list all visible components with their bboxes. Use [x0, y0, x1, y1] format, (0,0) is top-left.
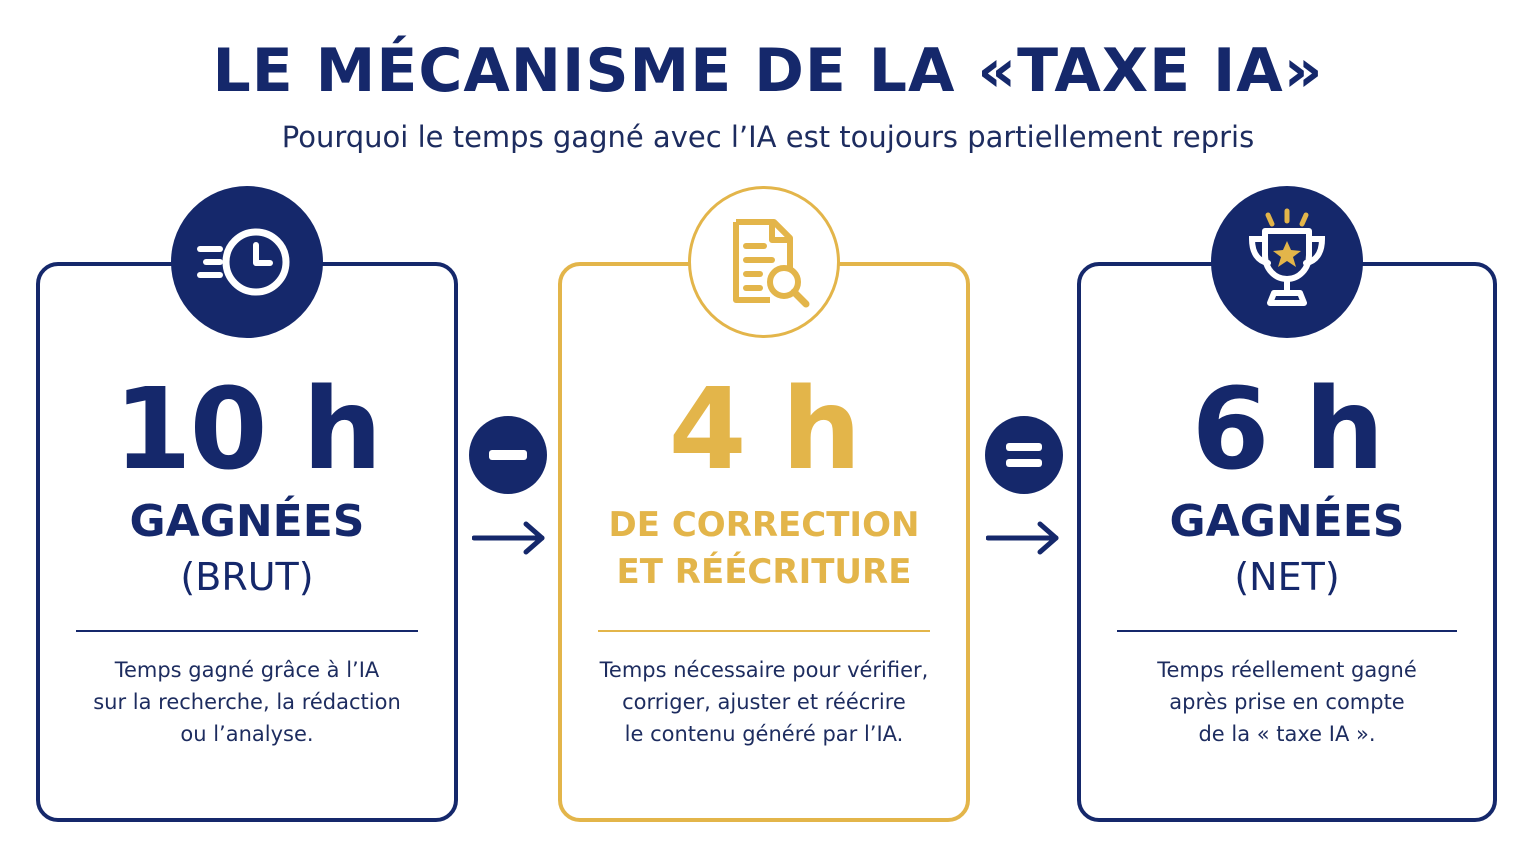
- minus-icon: [469, 416, 547, 494]
- description-line: ou l’analyse.: [180, 722, 314, 746]
- card-net-time: [1077, 262, 1497, 822]
- gross-label: GAGNÉES: [129, 496, 365, 547]
- page-subtitle: Pourquoi le temps gagné avec l’IA est toujours partiellement repris: [281, 120, 1255, 154]
- document-search-icon: [688, 186, 840, 338]
- equals-icon: [985, 416, 1063, 494]
- description-line: Temps nécessaire pour vérifier,: [599, 658, 929, 682]
- page-title: LE MÉCANISME DE LA «TAXE IA»: [212, 36, 1324, 106]
- net-hours-value: 6 h: [1191, 365, 1383, 495]
- description-line: le contenu généré par l’IA.: [624, 722, 904, 746]
- divider: [1117, 630, 1457, 632]
- net-description: [1101, 654, 1473, 750]
- description-line: Temps gagné grâce à l’IA: [114, 658, 380, 682]
- gross-sublabel: (BRUT): [180, 555, 314, 599]
- description-line: corriger, ajuster et réécrire: [622, 690, 906, 714]
- fast-clock-icon: [171, 186, 323, 338]
- correction-label-line-1: DE CORRECTION: [608, 505, 920, 545]
- net-label: GAGNÉES: [1169, 496, 1405, 547]
- card-gross-time: [36, 262, 458, 822]
- gross-description: [60, 654, 434, 750]
- description-line: Temps réellement gagné: [1157, 658, 1417, 682]
- description-line: de la « taxe IA ».: [1198, 722, 1376, 746]
- divider: [76, 630, 418, 632]
- divider: [598, 630, 930, 632]
- gross-hours-value: 10 h: [113, 365, 381, 495]
- correction-description: [582, 654, 946, 750]
- correction-hours-value: 4 h: [668, 365, 860, 495]
- correction-label-line-2: ET RÉÉCRITURE: [616, 552, 912, 592]
- arrow-right-icon: [472, 520, 548, 556]
- description-line: après prise en compte: [1169, 690, 1405, 714]
- card-correction-time: [558, 262, 970, 822]
- description-line: sur la recherche, la rédaction: [93, 690, 401, 714]
- arrow-right-icon: [986, 520, 1062, 556]
- trophy-icon: [1211, 186, 1363, 338]
- net-sublabel: (NET): [1234, 555, 1340, 599]
